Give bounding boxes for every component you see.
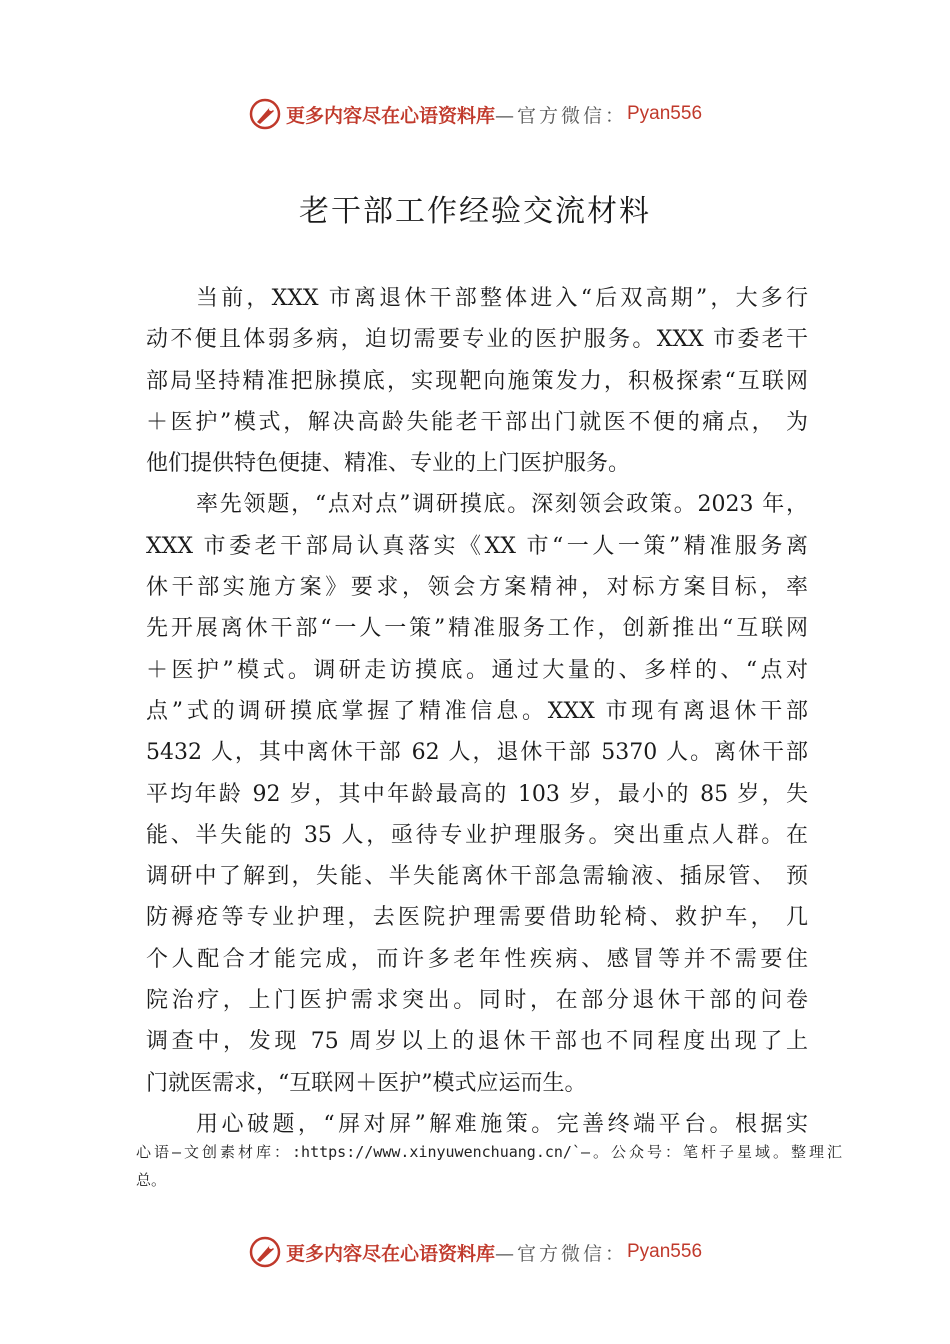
body-line: 5432 人，其中离休干部 62 人，退休干部 5370 人。离休干部 <box>146 740 808 766</box>
body-line: 率先领题，“点对点”调研摸底。深刻领会政策。2023 年， <box>196 492 808 518</box>
footer-banner <box>0 1232 950 1272</box>
body-line: 休干部实施方案》要求，领会方案精神，对标方案目标，率 <box>146 575 808 601</box>
body-line: 先开展离休干部“一人一策”精准服务工作，创新推出“互联网 <box>146 616 808 642</box>
body-line: 调查中，发现 75 周岁以上的退休干部也不同程度出现了上 <box>146 1029 808 1055</box>
pen-nib-logo-icon <box>248 97 282 131</box>
document-body <box>146 278 808 1145</box>
header-banner <box>0 94 950 134</box>
banner-wechat-label: —官方微信： <box>494 1242 627 1265</box>
body-line: 个人配合才能完成，而许多老年性疾病、感冒等并不需要住 <box>146 946 808 972</box>
pen-nib-logo-icon <box>248 1235 282 1269</box>
footer-note-line: 心语—文创素材库：:https://www.xinyuwenchuang.cn/`—。公众号：笔杆子星域。整理汇 <box>136 1143 842 1161</box>
body-line: 防褥疮等专业护理，去医院护理需要借助轮椅、救护车， 几 <box>146 905 808 931</box>
banner-brand-text: 更多内容尽在心语资料库 <box>285 1242 495 1265</box>
footer-source-note <box>136 1138 842 1194</box>
banner-wechat-id: Pyan556 <box>627 1241 703 1262</box>
body-line: 院治疗，上门医护需求突出。同时，在部分退休干部的问卷 <box>146 988 808 1014</box>
footer-note-line: 总。 <box>136 1171 167 1189</box>
body-line: ＋医护”模式。调研走访摸底。通过大量的、多样的、“点对 <box>146 657 808 683</box>
banner-wechat-label: —官方微信： <box>494 104 627 127</box>
body-line: 调研中了解到，失能、半失能离休干部急需输液、插尿管、 预 <box>146 864 808 890</box>
body-line: 部局坚持精准把脉摸底，实现靶向施策发力，积极探索“互联网 <box>146 368 808 394</box>
body-line: 他们提供特色便捷、精准、专业的上门医护服务。 <box>146 451 631 477</box>
banner-wechat-id: Pyan556 <box>627 103 703 124</box>
body-line: 门就医需求，“互联网＋医护”模式应运而生。 <box>146 1070 587 1096</box>
body-line: 用心破题，“屏对屏”解难施策。完善终端平台。根据实 <box>196 1111 808 1137</box>
banner-brand-text: 更多内容尽在心语资料库 <box>285 104 495 127</box>
body-line: ＋医护”模式，解决高龄失能老干部出门就医不便的痛点， 为 <box>146 409 808 435</box>
body-line: 动不便且体弱多病，迫切需要专业的医护服务。XXX 市委老干 <box>146 327 808 353</box>
body-line: 点”式的调研摸底掌握了精准信息。XXX 市现有离退休干部 <box>146 698 808 724</box>
body-line: 平均年龄 92 岁，其中年龄最高的 103 岁，最小的 85 岁，失 <box>146 781 808 807</box>
body-line: XXX 市委老干部局认真落实《XX 市“一人一策”精准服务离 <box>146 533 808 559</box>
body-line: 能、半失能的 35 人，亟待专业护理服务。突出重点人群。在 <box>146 822 808 848</box>
document-title: 老干部工作经验交流材料 <box>299 194 651 229</box>
body-line: 当前，XXX 市离退休干部整体进入“后双高期”，大多行 <box>196 286 808 311</box>
